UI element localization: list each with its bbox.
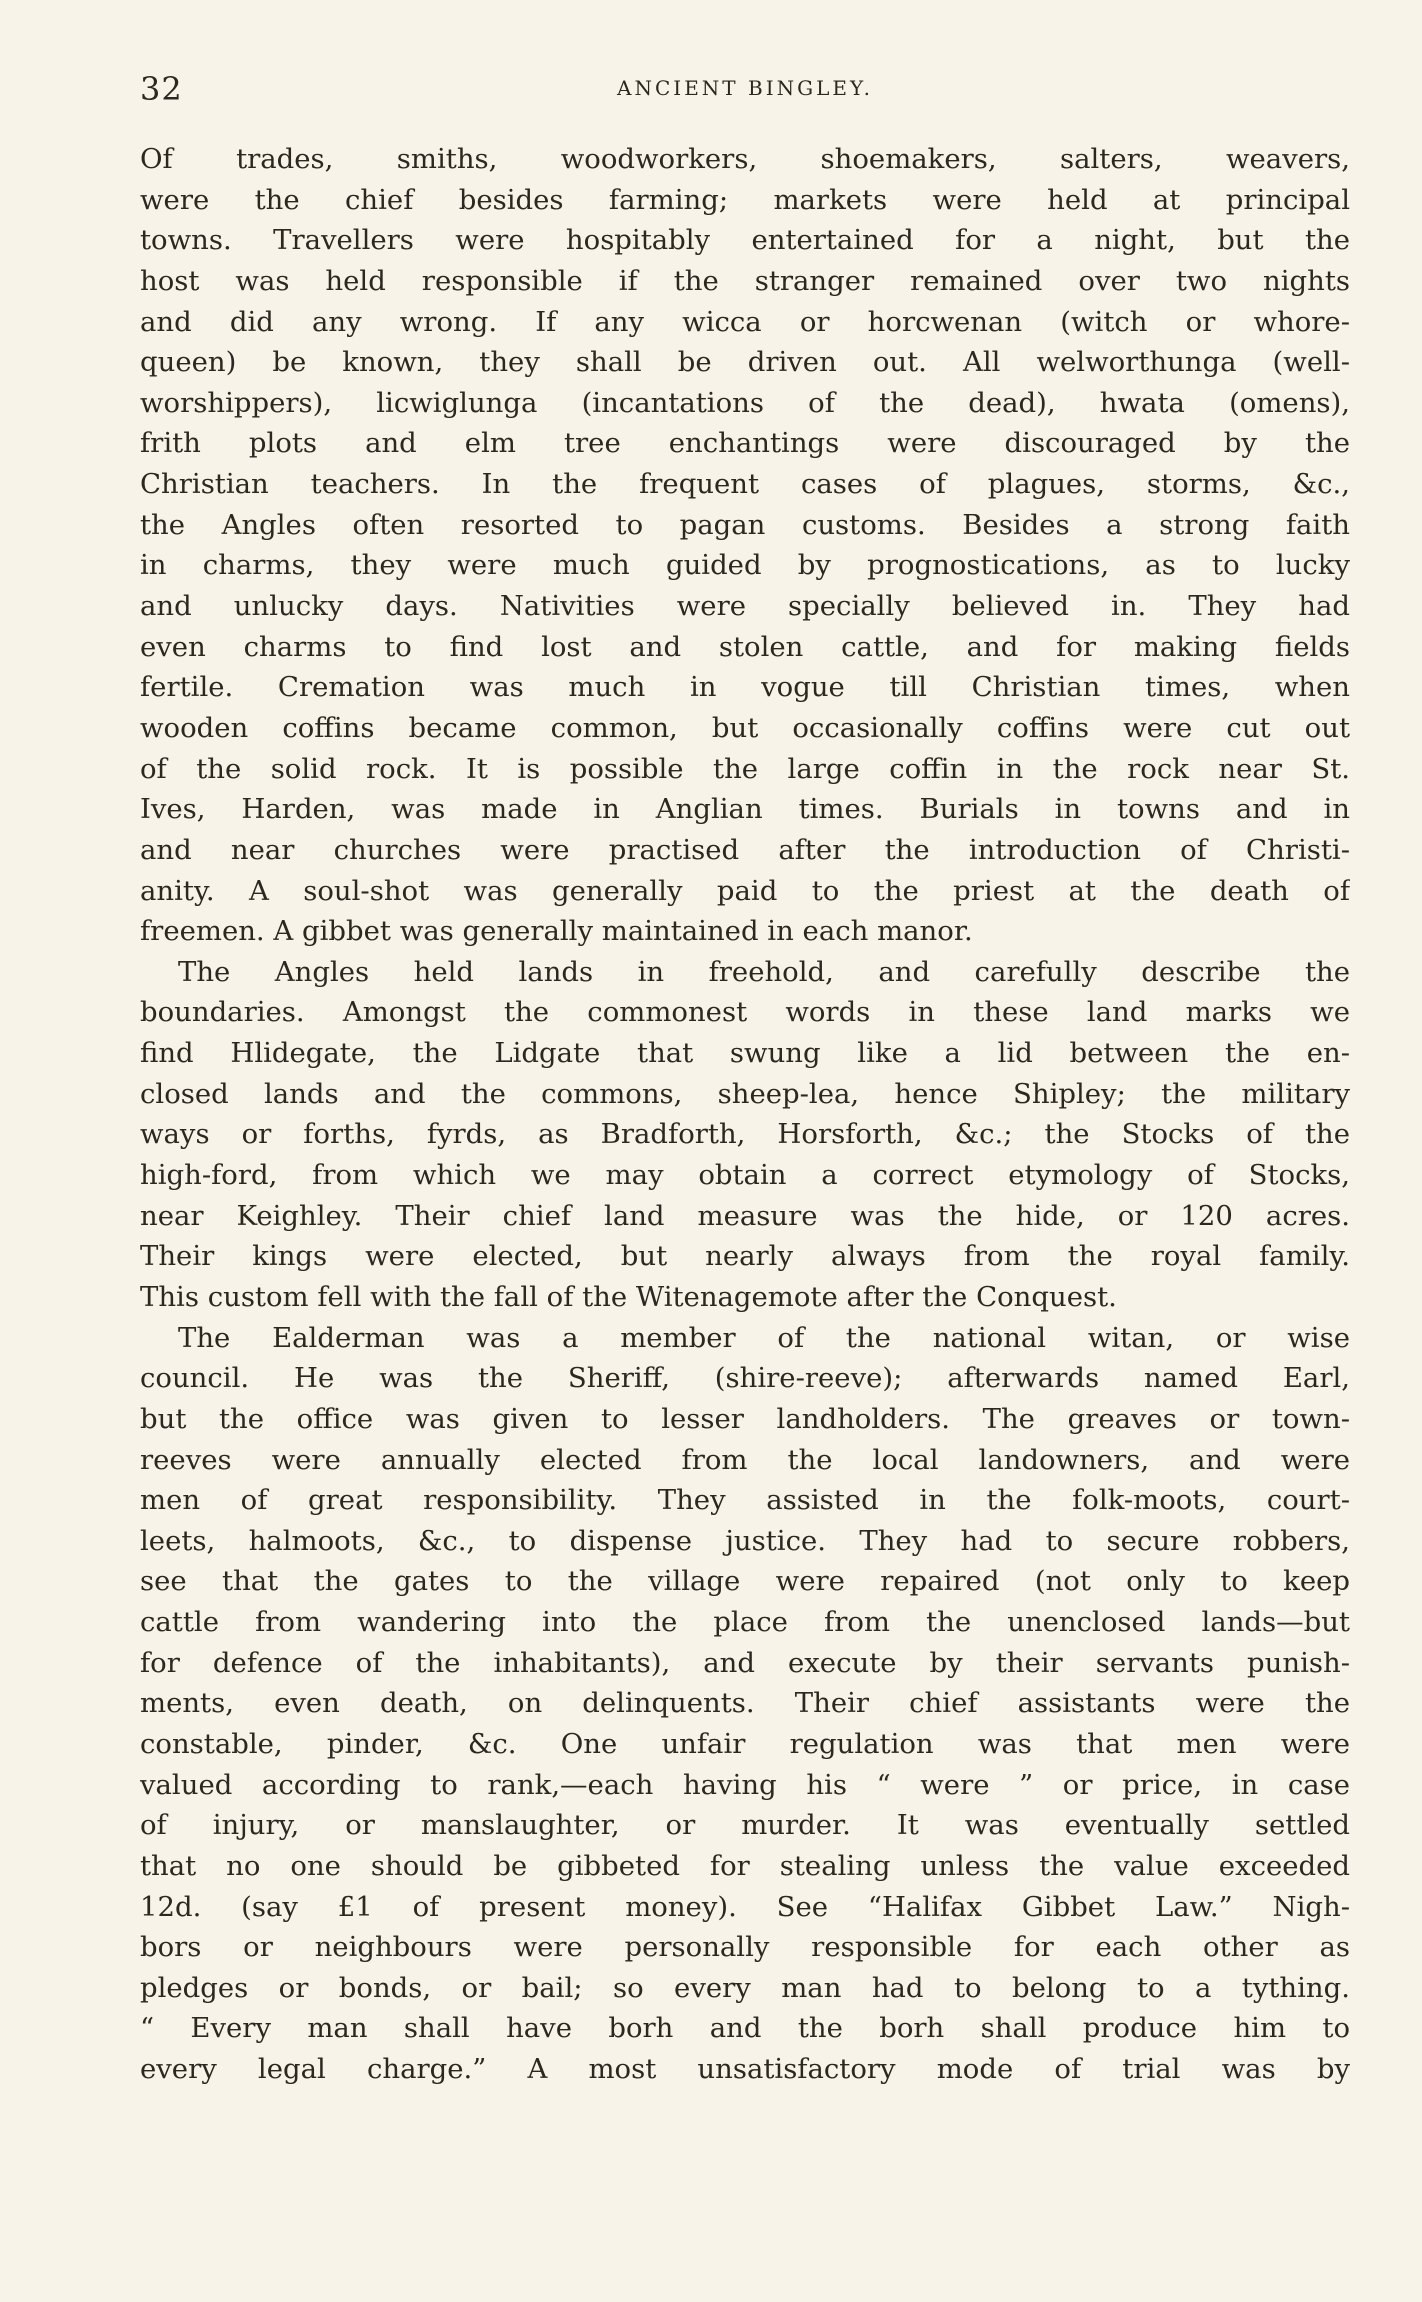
text-line: in charms, they were much guided by prognostications, as to lucky (140, 549, 1350, 582)
text-line: that no one should be gibbeted for stealing unless the value exceeded (140, 1849, 1350, 1882)
text-line: even charms to find lost and stolen cattle, and for making fields (140, 630, 1350, 663)
text-line: near Keighley. Their chief land measure was the hide, or 120 acres. (140, 1199, 1350, 1232)
text-line: reeves were annually elected from the local landowners, and were (140, 1443, 1350, 1476)
text-line: council. He was the Sheriff, (shire-reeve); afterwards named Earl, (140, 1362, 1350, 1395)
text-line: and did any wrong. If any wicca or horcwenan (witch or whore- (140, 305, 1350, 338)
text-line: see that the gates to the village were repaired (not only to keep (140, 1565, 1350, 1598)
text-line: The Angles held lands in freehold, and carefully describe the (178, 955, 1350, 988)
text-line: of the solid rock. It is possible the large coffin in the rock near St. (140, 752, 1350, 785)
text-line: high-ford, from which we may obtain a correct etymology of Stocks, (140, 1159, 1350, 1192)
text-line: Their kings were elected, but nearly always from the royal family. (140, 1240, 1350, 1273)
text-line: pledges or bonds, or bail; so every man had to belong to a tything. (140, 1971, 1350, 2004)
text-line: leets, halmoots, &c., to dispense justice. They had to secure robbers, (140, 1524, 1350, 1557)
text-line: queen) be known, they shall be driven out. All welworthunga (well- (140, 346, 1350, 379)
page-header (140, 70, 1350, 110)
text-line: for defence of the inhabitants), and execute by their servants punish- (140, 1646, 1350, 1679)
text-line: fertile. Cremation was much in vogue till Christian times, when (140, 671, 1350, 704)
text-line: ways or forths, fyrds, as Bradforth, Horsforth, &c.; the Stocks of the (140, 1118, 1350, 1151)
text-line: and unlucky days. Nativities were specially believed in. They had (140, 590, 1350, 623)
text-line: but the office was given to lesser landholders. The greaves or town- (140, 1402, 1350, 1435)
text-line: ments, even death, on delinquents. Their chief assistants were the (140, 1687, 1350, 1720)
text-line: freemen. A gibbet was generally maintained in each manor. (140, 915, 973, 948)
text-line: Of trades, smiths, woodworkers, shoemakers, salters, weavers, (140, 143, 1350, 175)
text-line: host was held responsible if the stranger remained over two nights (140, 264, 1350, 297)
text-line: wooden coffins became common, but occasionally coffins were cut out (140, 711, 1350, 744)
text-line: Christian teachers. In the frequent cases of plagues, storms, &c., (140, 468, 1350, 501)
text-line: towns. Travellers were hospitably entertained for a night, but the (140, 224, 1350, 257)
text-line: the Angles often resorted to pagan customs. Besides a strong faith (140, 508, 1350, 541)
text-line: boundaries. Amongst the commonest words in these land marks we (140, 996, 1350, 1029)
page-number: 32 (140, 70, 183, 108)
text-line: frith plots and elm tree enchantings were discouraged by the (140, 427, 1350, 460)
text-line: The Ealderman was a member of the national witan, or wise (178, 1321, 1350, 1354)
text-line: and near churches were practised after the introduction of Christi- (140, 833, 1350, 866)
text-line: This custom fell with the fall of the Witenagemote after the Conquest. (140, 1280, 1117, 1313)
text-line: bors or neighbours were personally responsible for each other as (140, 1931, 1350, 1964)
text-line: were the chief besides farming; markets were held at principal (140, 183, 1350, 216)
text-line: valued according to rank,—each having his “ were ” or price, in case (140, 1768, 1350, 1801)
text-line: anity. A soul-shot was generally paid to the priest at the death of (140, 874, 1350, 907)
text-line: closed lands and the commons, sheep-lea, hence Shipley; the military (140, 1077, 1350, 1110)
text-line: men of great responsibility. They assisted in the folk-moots, court- (140, 1484, 1350, 1517)
text-line: of injury, or manslaughter, or murder. It was eventually settled (140, 1809, 1350, 1842)
text-line: 12d. (say £1 of present money). See “Halifax Gibbet Law.” Nigh- (140, 1890, 1350, 1923)
text-line: every legal charge.” A most unsatisfactory mode of trial was by (140, 2053, 1350, 2086)
text-line: Ives, Harden, was made in Anglian times. Burials in towns and in (140, 793, 1350, 826)
text-line: find Hlidegate, the Lidgate that swung like a lid between the en- (140, 1037, 1350, 1070)
body-text (140, 139, 1350, 2090)
text-line: worshippers), licwiglunga (incantations of the dead), hwata (omens), (140, 386, 1350, 419)
text-line: “ Every man shall have borh and the borh shall produce him to (140, 2012, 1350, 2045)
text-line: constable, pinder, &c. One unfair regulation was that men were (140, 1727, 1350, 1760)
text-line: cattle from wandering into the place from the unenclosed lands—but (140, 1606, 1350, 1639)
running-title: ANCIENT BINGLEY. (617, 76, 873, 100)
